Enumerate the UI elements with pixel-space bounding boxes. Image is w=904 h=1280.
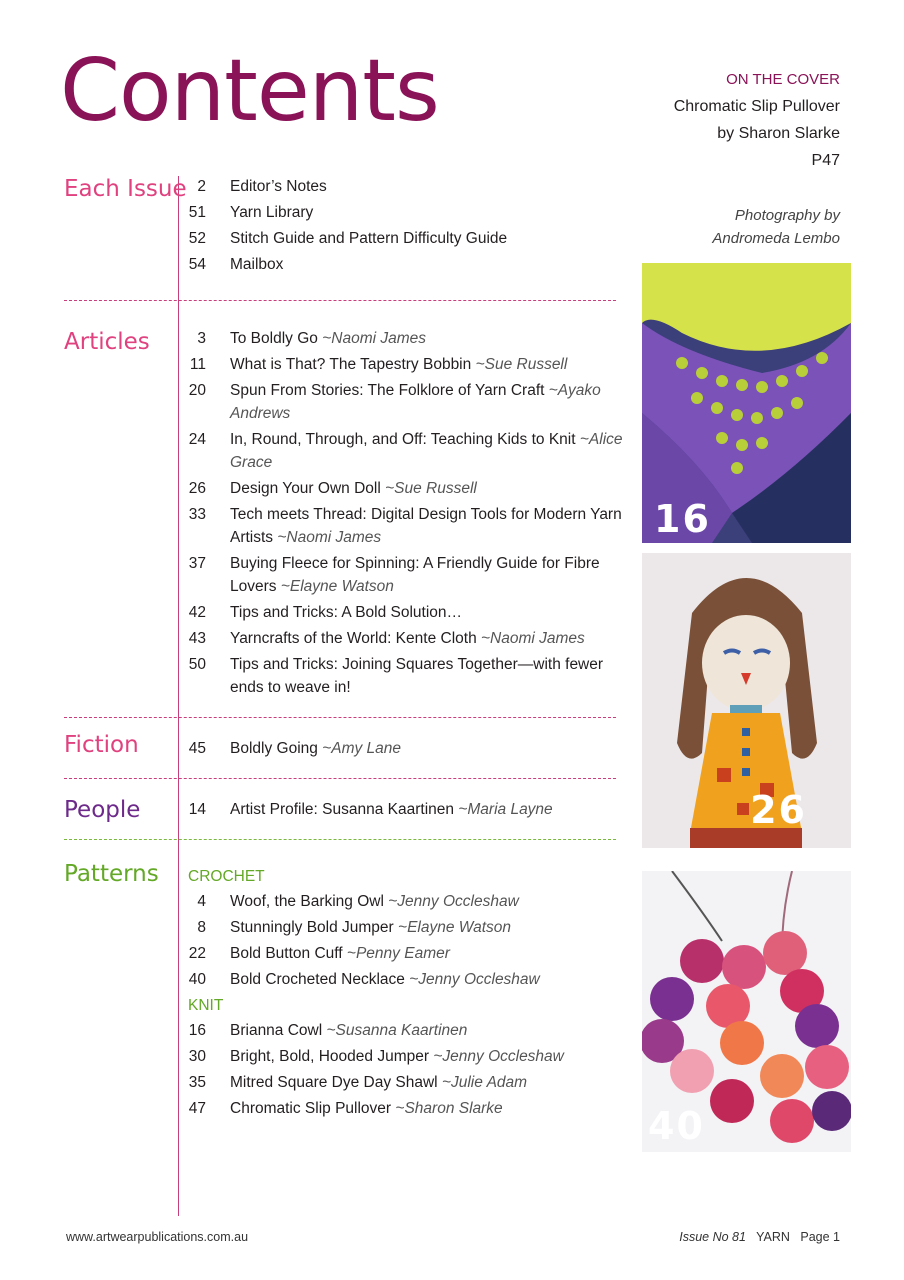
toc-entry[interactable] [186,227,636,250]
section-label-each-issue: Each Issue [64,176,187,202]
patterns-block [186,862,636,1123]
toc-entry[interactable] [186,175,636,198]
photo-cowl [642,263,851,543]
entry-author: ~Naomi James [481,630,585,647]
entry-page-number: 24 [188,431,206,448]
on-the-cover [674,66,840,174]
section-label-articles: Articles [64,329,150,355]
entry-title: Chromatic Slip Pullover [230,1100,392,1117]
entry-title: Buying Fleece for Spinning: A Friendly Guide for Fibre Lovers [230,555,600,595]
cover-page: P47 [811,152,840,169]
entry-title: Bold Button Cuff [230,945,343,962]
entry-author: ~Ayako Andrews [230,382,601,422]
entry-author: ~Jenny Occleshaw [409,971,540,988]
entry-page-number: 52 [188,230,206,247]
photo-doll [642,553,851,848]
toc-entry[interactable] [186,353,636,376]
cover-byline: by Sharon Slarke [717,125,840,142]
photo-page-number: 26 [750,788,807,832]
toc-entry[interactable] [186,552,636,598]
entry-title: Tips and Tricks: Joining Squares Together—with fewer ends to weave in! [230,656,604,696]
entry-author: ~Sharon Slarke [395,1100,503,1117]
entry-title: What is That? The Tapestry Bobbin [230,356,472,373]
list-each-issue [186,175,636,279]
entry-page-number: 11 [189,356,206,373]
toc-entry[interactable] [186,653,636,699]
toc-entry[interactable] [186,737,636,760]
divider [64,778,616,779]
entry-title: Spun From Stories: The Folklore of Yarn Craft [230,382,545,399]
toc-entry[interactable] [186,428,636,474]
toc-entry[interactable] [186,477,636,500]
entry-page-number: 4 [197,893,206,910]
list-people [186,798,636,824]
photo-page-number: 40 [648,1104,705,1148]
entry-title: To Boldly Go [230,330,318,347]
entry-title: Mitred Square Dye Day Shawl [230,1074,438,1091]
entry-author: ~Penny Eamer [346,945,450,962]
toc-entry[interactable] [186,627,636,650]
entry-page-number: 2 [197,178,206,195]
page-title: Contents [60,41,439,141]
toc-entry[interactable] [186,327,636,350]
entry-author: ~Naomi James [277,529,382,546]
footer-magazine: YARN [756,1230,790,1244]
entry-page-number: 45 [188,740,206,757]
entry-page-number: 35 [188,1074,206,1091]
entry-page-number: 40 [188,971,206,988]
toc-entry[interactable] [186,1071,636,1094]
entry-title: Bold Crocheted Necklace [230,971,405,988]
entry-page-number: 42 [188,604,206,621]
list-fiction [186,737,636,763]
section-label-people: People [64,797,141,823]
entry-title: Yarn Library [230,204,314,221]
toc-entry[interactable] [186,253,636,276]
entry-page-number: 37 [188,555,206,572]
entry-title: Brianna Cowl [230,1022,323,1039]
footer-issue: Issue No 81 [679,1230,746,1244]
entry-page-number: 26 [188,480,206,497]
entry-page-number: 20 [188,382,206,399]
entry-page-number: 43 [188,630,206,647]
toc-entry[interactable] [186,942,636,965]
entry-title: Mailbox [230,256,284,273]
cover-title: Chromatic Slip Pullover [673,98,840,115]
photo-credit-name: Andromeda Lembo [712,230,840,247]
divider [64,717,616,718]
entry-author: ~Susanna Kaartinen [326,1022,468,1039]
entry-title: Tips and Tricks: A Bold Solution… [230,604,463,621]
toc-entry[interactable] [186,968,636,991]
toc-entry[interactable] [186,916,636,939]
entry-page-number: 51 [188,204,206,221]
cover-heading: ON THE COVER [726,71,840,88]
footer-url[interactable]: www.artwearpublications.com.au [66,1230,249,1244]
photo-credit-line: Photography by [734,207,840,224]
photo-necklace [642,871,851,1152]
entry-title: Yarncrafts of the World: Kente Cloth [230,630,477,647]
toc-entry[interactable] [186,601,636,624]
entry-page-number: 33 [188,506,206,523]
toc-entry[interactable] [186,379,636,425]
section-label-patterns: Patterns [64,861,159,887]
doll-image [642,553,851,848]
entry-title: Stitch Guide and Pattern Difficulty Guide [230,230,508,247]
list-crochet [186,890,636,991]
entry-author: ~Naomi James [322,330,427,347]
entry-page-number: 16 [188,1022,206,1039]
entry-author: ~Alice Grace [230,431,623,471]
entry-author: ~Sue Russell [385,480,477,497]
entry-page-number: 30 [188,1048,206,1065]
footer-page: Page 1 [800,1230,840,1244]
toc-entry[interactable] [186,201,636,224]
entry-page-number: 14 [188,801,206,818]
photo-page-number: 16 [654,497,711,541]
entry-page-number: 22 [188,945,206,962]
entry-author: ~Elayne Watson [398,919,512,936]
entry-author: ~Amy Lane [322,740,402,757]
list-articles [186,327,636,702]
entry-page-number: 54 [188,256,206,273]
entry-title: Artist Profile: Susanna Kaartinen [230,801,455,818]
toc-entry[interactable] [186,1019,636,1042]
toc-entry[interactable] [186,1097,636,1120]
column-rule [178,176,179,1216]
entry-title: Bright, Bold, Hooded Jumper [230,1048,430,1065]
toc-entry[interactable] [186,798,636,821]
footer-issue-info [679,1230,840,1244]
entry-title: Stunningly Bold Jumper [230,919,394,936]
entry-title: Design Your Own Doll [230,480,381,497]
entry-author: ~Julie Adam [441,1074,528,1091]
entry-title: Editor’s Notes [230,178,327,195]
entry-author: ~Jenny Occleshaw [388,893,519,910]
entry-title: Boldly Going [230,740,318,757]
entry-author: ~Maria Layne [458,801,553,818]
entry-title: Woof, the Barking Owl [230,893,384,910]
entry-title: In, Round, Through, and Off: Teaching Kids to Knit [230,431,576,448]
toc-entry[interactable] [186,890,636,913]
photo-credit [712,204,840,250]
toc-entry[interactable] [186,503,636,549]
entry-page-number: 8 [197,919,206,936]
entry-page-number: 47 [188,1100,206,1117]
divider [64,839,616,840]
entry-page-number: 50 [188,656,206,673]
entry-page-number: 3 [197,330,206,347]
entry-title: Tech meets Thread: Digital Design Tools for Modern Yarn Artists [230,506,622,546]
divider [64,300,616,301]
crochet-heading: CROCHET [188,868,265,885]
entry-author: ~Sue Russell [475,356,568,373]
section-label-fiction: Fiction [64,732,139,758]
entry-author: ~Jenny Occleshaw [433,1048,564,1065]
list-knit [186,1019,636,1120]
toc-entry[interactable] [186,1045,636,1068]
entry-author: ~Elayne Watson [280,578,394,595]
knit-heading: KNIT [188,997,224,1014]
